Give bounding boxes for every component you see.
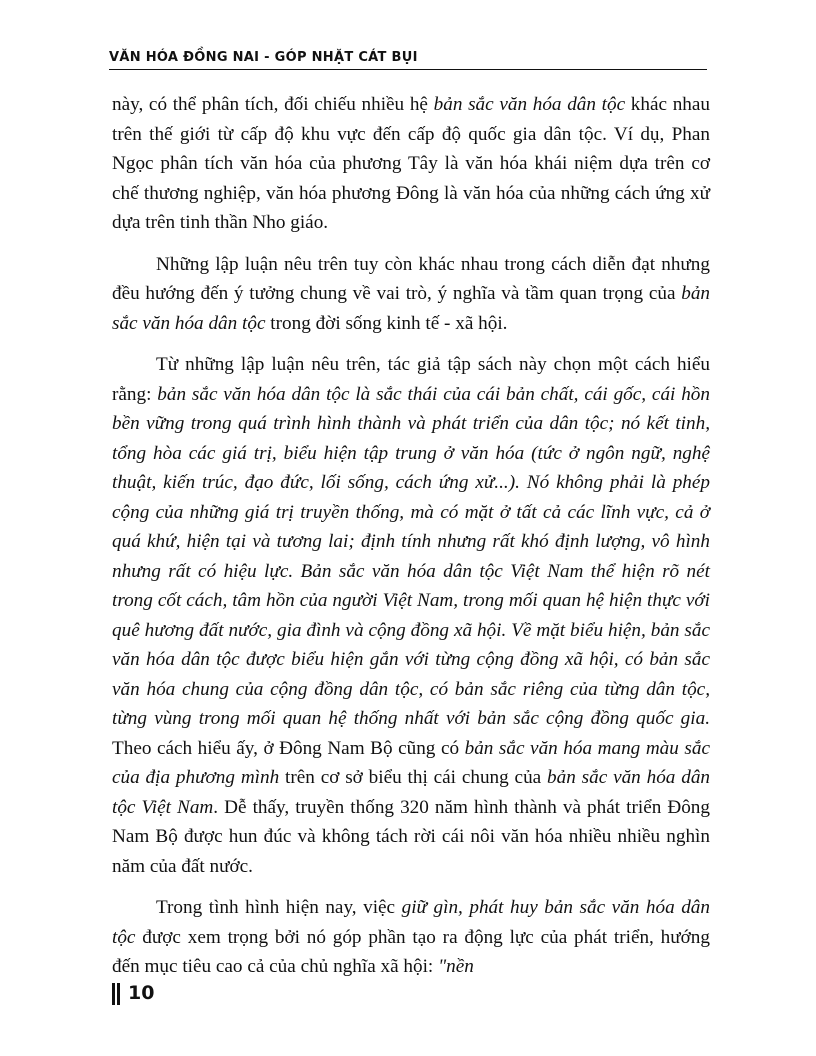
text-run: được xem trọng bởi nó góp phần tạo ra động lực của phát triển, hướng đến mục tiêu cao cả của chủ nghĩa xã hội: xyxy=(112,926,710,977)
italic-run: bản sắc văn hóa dân tộc xyxy=(112,283,710,334)
paragraph-1 xyxy=(112,90,710,238)
body-text xyxy=(112,90,710,990)
italic-run: bản sắc văn hóa dân tộc là sắc thái của cái bản chất, cái gốc, cái hồn bền vững trong quá trình hình thành và phát triển của dân tộc; nó kết tinh, tổng hòa các giá trị, biểu hiện tập trung ở văn hóa (tức ở ngôn ngữ, nghệ thuật, kiến trúc, đạo đức, lối sống, cách ứng xử...). Nó không phải là phép cộng của những giá trị truyền thống, mà có mặt ở tất cả các lĩnh vực, cả ở quá khứ, hiện tại và tương lai; định tính nhưng rất khó định lượng, vô hình nhưng rất có hiệu lực. Bản sắc văn hóa dân tộc Việt Nam thể hiện rõ nét trong cốt cách, tâm hồn của người Việt Nam, trong mối quan hệ hiện thực với quê hương đất nước, gia đình và cộng đồng xã hội. Về mặt biểu hiện, bản sắc văn hóa dân tộc được biểu hiện gắn với từng cộng đồng xã hội, có bản sắc văn hóa chung của cộng đồng dân tộc, có bản sắc riêng của từng dân tộc, từng vùng trong mối quan hệ thống nhất với bản sắc cộng đồng quốc gia. xyxy=(112,383,710,729)
paragraph-3 xyxy=(112,350,710,881)
italic-run: bản sắc văn hóa mang màu sắc của địa phương mình xyxy=(112,737,710,788)
text-run: Từ những lập luận nêu trên, tác giả tập sách này chọn một cách hiểu rằng: xyxy=(112,354,710,405)
text-run: Trong tình hình hiện nay, việc xyxy=(156,897,402,918)
text-run: Những lập luận nêu trên tuy còn khác nhau trong cách diễn đạt nhưng đều hướng đến ý tưởng chung về vai trò, ý nghĩa và tầm quan trọng của xyxy=(112,253,710,304)
paragraph-2 xyxy=(112,250,710,339)
text-run: trong đời sống kinh tế - xã hội. xyxy=(265,312,508,334)
italic-run: "nền xyxy=(438,956,474,977)
text-run: . Dễ thấy, truyền thống 320 năm hình thành và phát triển Đông Nam Bộ được hun đúc và không tách rời cái nôi văn hóa nhiều nhiều nghìn năm của đất nước. xyxy=(112,796,710,877)
text-run: khác nhau trên thế giới từ cấp độ khu vực đến cấp độ quốc gia dân tộc. Ví dụ, Phan Ngọc phân tích văn hóa của phương Tây là văn hóa khái niệm dựa trên cơ chế thương nghiệp, văn hóa phương Đông là văn hóa của những cách ứng xử dựa trên tinh thần Nho giáo. xyxy=(112,94,710,233)
italic-run: giữ gìn, phát huy bản sắc văn hóa dân tộc xyxy=(112,897,710,948)
italic-run: bản sắc văn hóa dân tộc Việt Nam xyxy=(112,767,711,818)
header-rule xyxy=(109,69,707,70)
italic-run: bản sắc văn hóa dân tộc xyxy=(433,94,626,115)
page-number-bars xyxy=(112,982,122,1005)
page-footer xyxy=(112,982,154,1005)
page-number: 10 xyxy=(128,982,155,1005)
running-header: VĂN HÓA ĐỒNG NAI - GÓP NHẶT CÁT BỤI xyxy=(109,50,418,65)
text-run: này, có thể phân tích, đối chiếu nhiều hệ xyxy=(112,94,434,115)
text-run: trên cơ sở biểu thị cái chung của xyxy=(279,767,548,788)
text-run: Theo cách hiểu ấy, ở Đông Nam Bộ cũng có xyxy=(112,737,465,759)
paragraph-4 xyxy=(112,893,710,982)
